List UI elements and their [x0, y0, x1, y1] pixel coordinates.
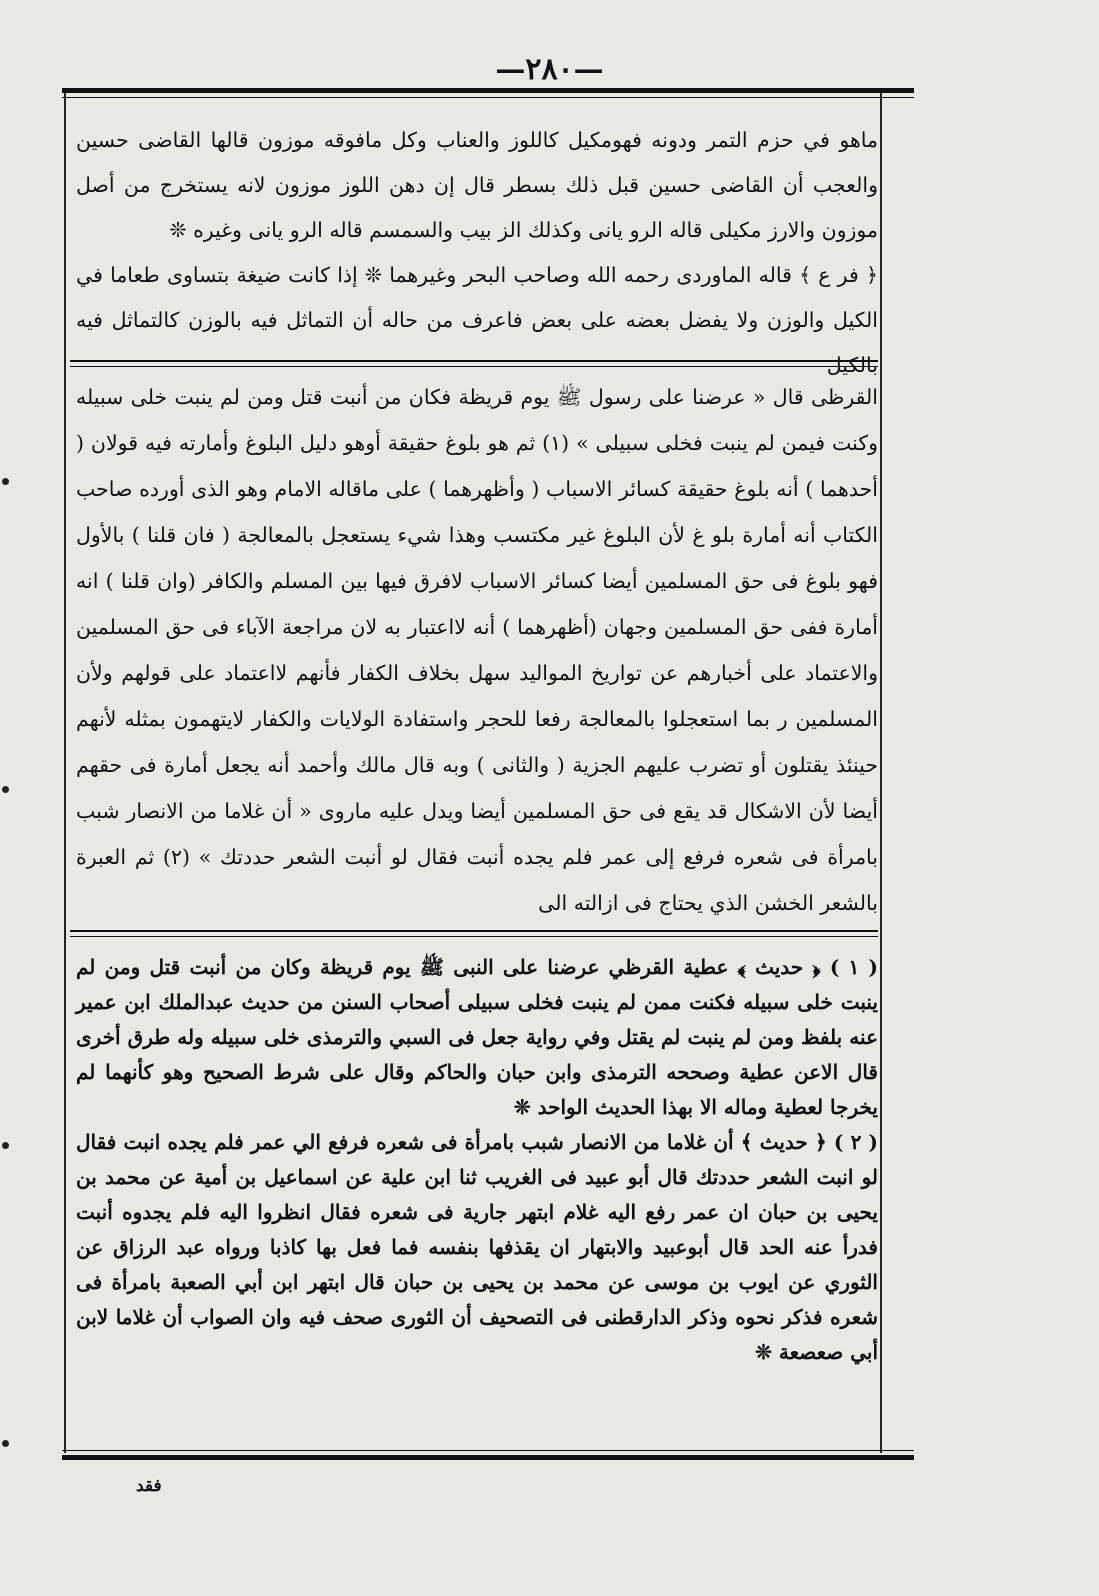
bottom-rule-thin [62, 1450, 914, 1451]
footnotes-block [76, 950, 878, 1370]
bottom-rule [62, 1455, 914, 1460]
margin-dot [2, 786, 9, 793]
main-text-block [76, 374, 878, 926]
footnote: ( ٢ ) ﴿ حديث ﴾ أن غلاما من الانصار شبب بامرأة فى شعره فرفع الي عمر فلم يجده انبت فقال لو انبت الشعر حددتك قال أبو عبيد فى الغريب ثنا ابن علية عن اسماعيل بن أمية عن محمد بن يحيى بن حبان ان عمر رفع اليه غلام ابتهر جارية فى شعره فقال انظروا اليه فلم يجدوه أنبت فدرأ عنه الحد قال أبوعبيد والابتهار ان يقذفها بنفسه فما فعل بها كاذبا ورواه عبد الرزاق عن الثوري عن ايوب بن موسى عن محمد بن يحيى بن حبان قال ابتهر ابن أبي الصعبة بامرأة فى شعره فذكر نحوه وذكر الدارقطنى فى التصحيف أن الثورى صحف فيه وان الصواب أن غلاما لابن أبي صعصعة ❊ [76, 1130, 878, 1364]
main-paragraph: القرظى قال « عرضنا على رسول ﷺ يوم قريظة فكان من أنبت قتل ومن لم ينبت خلى سبيله وكنت فيمن لم ينبت فخلى سبيلى » (١) ثم هو بلوغ حقيقة أوهو دليل البلوغ وأمارته فيه قولان ( أحدهما ) أنه بلوغ حقيقة كسائر الاسباب ( وأظهرهما ) على ماقاله الامام وهو الذى أورده صاحب الكتاب أنه أمارة بلو غ لأن البلوغ غير مكتسب وهذا شيء يستعجل بالمعالجة ( فان قلنا ) بالأول فهو بلوغ فى حق المسلمين أيضا كسائر الاسباب لافرق فيها بين المسلم والكافر (وان قلنا ) انه أمارة ففى حق المسلمين وجهان (أظهرهما ) أنه لااعتبار به لان مراجعة الآباء فى حق المسلمين والاعتماد على أخبارهم عن تواريخ المواليد سهل بخلاف الكفار فأنهم لااعتماد على قولهم ولأن المسلمين ر بما استعجلوا بالمعالجة رفعا للحجر واستفادة الولايات والكفار لايتهمون بمثله لأنهم حينئذ يقتلون أو تضرب عليهم الجزية ( والثانى ) وبه قال مالك وأحمد أنه يجعل أمارة فى حقهم أيضا لأن الاشكال قد يقع فى حق المسلمين أيضا ويدل عليه ماروى « أن غلاما من الانصار شبب بامرأة فى شعره فرفع إلى عمر فلم يجده أنبت فقال لو أنبت الشعر حددتك » (٢) ثم العبرة بالشعر الخشن الذي يحتاج فى ازالته الى [76, 385, 879, 915]
footnote: ( ١ ) ﴿ حديث ﴾ عطية القرظي عرضنا على النبى ﷺ يوم قريظة وكان من أنبت قتل ومن لم ينبت خلى سبيله فكنت ممن لم ينبت فخلى سبيلى أصحاب السنن من حديث عبدالملك ابن عمير عنه بلفظ ومن لم ينبت لم يقتل وفي رواية جعل فى السبي والترمذى خلى سبيله وله طرق أخرى قال الاعن عطية وصححه الترمذى وابن حبان والحاكم وقال على شرط الصحيح وهو كأنهما لم يخرجا لعطية وماله الا بهذا الحديث الواحد ❊ [76, 955, 879, 1119]
margin-dot [2, 1142, 9, 1149]
upper-paragraph: ماهو في حزم التمر ودونه فهومكيل كاللوز والعناب وكل مافوقه موزون قالها القاضى حسين والعجب أن القاضى حسين قبل ذلك بسطر قال إن دهن اللوز موزون لانه يستخرج من أصل موزون والارز مكيلى قاله الرو يانى وكذلك الز بيب والسمسم قاله الرو يانى وغيره ❊ [76, 128, 878, 242]
margin-dot [2, 1440, 9, 1447]
upper-text-block [76, 118, 878, 388]
catchword: فقد [136, 1476, 162, 1496]
footnote-divider-thin [70, 936, 878, 937]
margin-dot [2, 478, 9, 485]
upper-paragraph: ﴿ فر ع ﴾ قاله الماوردى رحمه الله وصاحب البحر وغيرهما ❊ إذا كانت ضيغة بتساوى طعاما في الكيل والوزن ولا يفضل بعضه على بعض فاعرف من حاله أن التماثل فيه بالوزن كالتماثل فيه بالكيل [76, 263, 878, 377]
footnote-divider [70, 930, 878, 932]
page-number: —٢٨٠— [495, 52, 604, 87]
